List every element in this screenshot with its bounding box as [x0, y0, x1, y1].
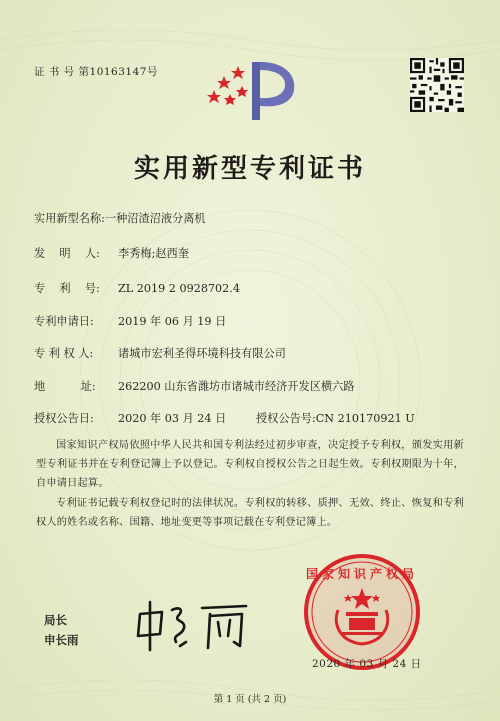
inventor-value: 李秀梅;赵西奎	[118, 247, 189, 260]
director-signature	[132, 596, 260, 656]
grant-date-row	[34, 410, 226, 426]
address-row	[34, 378, 354, 394]
filing-date-label: 专利申请日:	[34, 315, 94, 328]
certificate-number: 证 书 号 第10163147号	[34, 66, 158, 78]
grant-number-label: 授权公告号:	[256, 412, 316, 425]
filing-date-row	[34, 313, 226, 329]
utility-model-name-label: 实用新型名称:	[34, 212, 105, 225]
utility-model-name-value: 一种沼渣沼液分离机	[104, 212, 206, 225]
address-value: 262200 山东省潍坊市诸城市经济开发区横六路	[118, 380, 355, 393]
inventor-row	[34, 245, 189, 261]
patentee-row	[34, 345, 286, 361]
utility-model-name-row	[34, 210, 206, 226]
grant-date-value: 2020 年 03 月 24 日	[118, 412, 227, 425]
official-seal	[302, 552, 422, 672]
statement-paragraph-1: 国家知识产权局依照中华人民共和国专利法经过初步审查，决定授予专利权，颁发实用新型专利证书并在专利登记簿上予以登记。专利权自授权公告之日起生效。专利权期限为十年，自申请日起算。	[36, 440, 464, 489]
address-label: 地 址:	[34, 380, 96, 393]
director-name: 申长雨	[44, 633, 79, 647]
grant-number-value: CN 210170921 U	[315, 412, 415, 425]
seal-text: 国家知识产权局	[305, 567, 419, 581]
patentee-label: 专 利 权 人:	[34, 347, 94, 360]
grant-date-label: 授权公告日:	[34, 412, 94, 425]
patent-number-label: 专 利 号:	[34, 282, 100, 295]
inventor-label: 发 明 人:	[34, 247, 100, 260]
statement-paragraph-2: 专利证书记载专利权登记时的法律状况。专利权的转移、质押、无效、终止、恢复和专利权人的姓名或名称、国籍、地址变更等事项记载在专利登记簿上。	[36, 498, 464, 528]
director-title: 局长	[44, 613, 67, 627]
grant-number-row	[256, 410, 415, 426]
cnipa-logo	[204, 56, 302, 122]
certificate-title: 实用新型专利证书	[133, 154, 366, 184]
filing-date-value: 2019 年 06 月 19 日	[118, 315, 227, 328]
qr-code	[410, 58, 464, 112]
patent-number-row	[34, 280, 240, 296]
patentee-value: 诸城市宏利圣得环境科技有限公司	[118, 347, 286, 360]
seal-date: 2020 年 03 月 24 日	[312, 658, 422, 670]
page-footer: 第 1 页 (共 2 页)	[213, 694, 287, 705]
patent-number-value: ZL 2019 2 0928702.4	[118, 282, 240, 295]
